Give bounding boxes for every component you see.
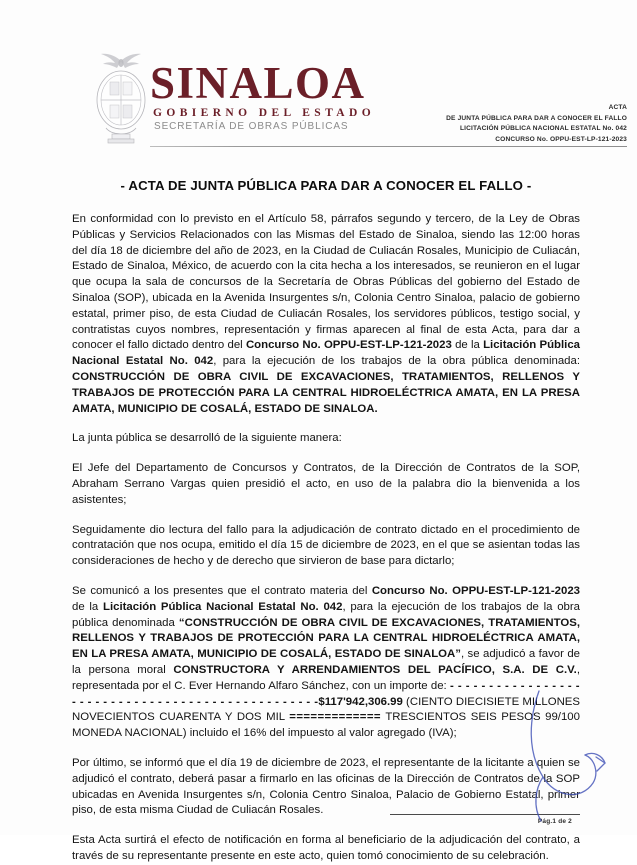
paragraph-ruling-read: Seguidamente dio lectura del fallo para la adjudicación de contrato dictado en el procedimiento de contratación que nos ocupa, emitido el día 15 de diciembre de 2023, en el que se asientan todas las consideraciones de hecho y de derecho que sirvieron de base para dictarlo; [72,523,580,568]
page-footer [390,814,580,825]
award-text-1: Se comunicó a los presentes que el contrato materia del [72,584,372,597]
equals-filler: ============= [289,711,381,724]
preamble-text-2: de la [451,339,484,352]
licitacion-number-1: Licitación Pública Nacional Estatal No. 042 [72,339,581,368]
wordmark-office: SECRETARÍA DE OBRAS PÚBLICAS [154,121,349,133]
page-number: Pág.1 de 2 [537,818,572,825]
sinaloa-state-crest-icon [88,48,154,146]
preamble-text-1: En conformidad con lo previsto en el Artículo 58, párrafos segundo y tercero, de la Ley de Obras Públicas y Servicios Relacionados con las Mismas del Estado de Sinaloa, siendo las 12:00 horas del día 18 de diciembre del año de 2023, en la Ciudad de Culiacán Rosales, Municipio de Culiacán, Estado de Sinaloa, México, de acuerdo con la cita hecha a los interesados, se reunieron en el lugar que ocupa la sala de concursos de la Secretaría de Obras Públicas del gobierno del Estado de Sinaloa (SOP), ubicada en la Avenida Insurgentes s/n, Colonia Centro Sinaloa, palacio de gobierno estatal, primer piso, de esta Ciudad de Culiacán Rosales, los servidores públicos, testigo social, y contratistas cuyos nombres, representación y firmas aparecen al final de esta Acta, para dar a conocer el fallo dictado dentro del [72,213,580,352]
header-meta-licitacion: LICITACIÓN PÚBLICA NACIONAL ESTATAL No. 042 [459,125,627,133]
awarded-company: CONSTRUCTORA Y ARRENDAMIENTOS DEL PACÍFICO, S.A. DE C.V. [173,663,577,676]
document-header [0,0,637,150]
wordmark-title: SINALOA [150,58,366,108]
work-name-2: “CONSTRUCCIÓN DE OBRA CIVIL DE EXCAVACIONES, TRATAMIENTOS, RELLENOS Y TRABAJOS DE PROTECCIÓN PARA LA CENTRAL HIDROELÉCTRICA AMATA, EN LA PRESA AMATA, MUNICIPIO DE COSALÁ, ESTADO DE SINALOA” [72,616,580,661]
award-text-4: , se adjudicó a favor de la persona moral [72,648,581,676]
concurso-number-1: Concurso No. OPPU-EST-LP-121-2023 [245,339,452,352]
paragraph-notification: Esta Acta surtirá el efecto de notificación en forma al beneficiario de la adjudicación del contrato, a través de su representante presente en este acto, quien tomó conocimiento de su celebración. [72,834,580,862]
dash-filler: - - - - - - - - - - - - - - - - - - - - - - - - - - - - - - - - - - - - - - - - - - - - - - - - - [72,679,580,708]
header-meta-concurso: CONCURSO No. OPPU-EST-LP-121-2023 [495,136,627,144]
paragraph-meeting-intro: La junta pública se desarrolló de la siguiente manera: [72,432,342,445]
wordmark-subtitle: GOBIERNO DEL ESTADO [153,107,376,120]
licitacion-number-2: Licitación Pública Nacional Estatal No. 042 [102,600,343,613]
preamble-text-3: , para la ejecución de los trabajos de la obra pública denominada: [213,355,580,368]
award-text-2: de la [72,600,103,613]
paragraph-signing-date: Por último, se informó que el día 19 de diciembre de 2023, el representante de la licitante a quien se adjudicó el contrato, deberá pasar a firmarlo en las oficinas de la Dirección de Contratos de la SOP ubicadas en Avenida Insurgentes s/n, Colonia Centro Sinaloa, Palacio de Gobierno Estatal, primer piso, de esta misma Ciudad de Culiacán Rosales. [72,756,580,817]
header-divider [150,146,627,147]
header-meta-subject: DE JUNTA PÚBLICA PARA DAR A CONOCER EL FALLO [446,114,627,122]
header-meta-acta: ACTA [608,104,627,111]
header-meta-block [446,103,627,146]
concurso-number-2: Concurso No. OPPU-EST-LP-121-2023 [371,584,580,597]
page-title: - ACTA DE JUNTA PÚBLICA PARA DAR A CONOCER EL FALLO - [120,178,532,193]
award-text-7: TRESCIENTOS SEIS PESOS 99/100 MONEDA NACIONAL) incluido el 16% del impuesto al valor agregado (IVA); [72,711,580,740]
award-amount: $117'942,306.99 [318,695,403,708]
paragraph-preamble [72,212,580,417]
work-name-1: CONSTRUCCIÓN DE OBRA CIVIL DE EXCAVACIONES, TRATAMIENTOS, RELLENOS Y TRABAJOS DE PROTECCIÓN PARA LA CENTRAL HIDROELÉCTRICA AMATA, EN LA PRESA AMATA, MUNICIPIO DE COSALÁ, ESTADO DE SINALOA. [72,370,580,415]
award-text-5: , representada por el C. Ever Hernando Alfaro Sánchez, con un importe de: [72,663,581,692]
document-body [72,178,580,865]
sinaloa-wordmark [150,58,410,133]
paragraph-award [72,584,580,742]
award-text-3: , para la ejecución de los trabajos de la obra pública denominada [72,600,580,629]
footer-divider [390,814,580,815]
paragraph-chairman: El Jefe del Departamento de Concursos y Contratos, de la Dirección de Contratos de la SOP, Abraham Serrano Vargas quien presidió el acto, en uso de la palabra dio la bienvenida a los asistentes; [72,462,580,506]
award-text-6: (CIENTO DIECISIETE MILLONES NOVECIENTOS CUARENTA Y DOS MIL [72,695,581,724]
